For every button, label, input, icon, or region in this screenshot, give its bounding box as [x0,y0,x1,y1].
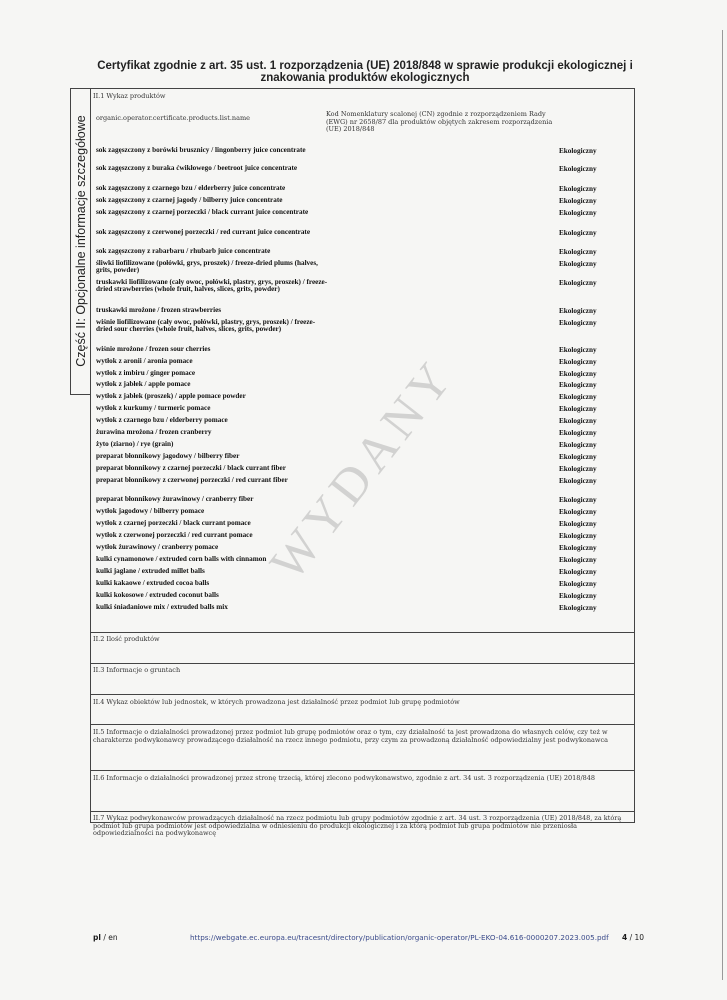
product-status: Ekologiczny [559,592,597,600]
column-name-header: organic.operator.certificate.products.list.name [96,114,251,122]
product-name: wytłok z czerwonej porzeczki / red currant pomace [96,531,253,539]
product-status: Ekologiczny [559,307,597,315]
product-name: kulki cynamonowe / extruded corn balls with cinnamon [96,555,267,563]
product-status: Ekologiczny [559,248,597,256]
product-status: Ekologiczny [559,393,597,401]
product-status: Ekologiczny [559,544,597,552]
product-status: Ekologiczny [559,417,597,425]
product-status: Ekologiczny [559,556,597,564]
product-status: Ekologiczny [559,319,597,327]
product-name: wytłok jagodowy / bilberry pomace [96,507,205,515]
section-ii1-heading: II.1 Wykaz produktów [93,92,166,100]
product-name: wiśnie liofilizowane (cały owoc, połówki, plastry, grys, proszek) / freeze-dried sour cherries (whole fruit, halves, slices, grits, powder) [96,318,316,334]
page-title: Certyfikat zgodnie z art. 35 ust. 1 rozporządzenia (UE) 2018/848 w sprawie produkcji ekologicznej i znakowania produktów ekologicznych [97,60,633,84]
product-status: Ekologiczny [559,370,597,378]
product-status: Ekologiczny [559,405,597,413]
product-name: preparat błonnikowy z czarnej porzeczki / black currant fiber [96,464,286,472]
product-name: preparat błonnikowy z czerwonej porzeczki / red currant fiber [96,476,288,484]
product-name: kulki kakaowe / extruded cocoa balls [96,579,210,587]
product-status: Ekologiczny [559,441,597,449]
lang-other[interactable]: en [108,933,118,942]
product-status: Ekologiczny [559,229,597,237]
product-status: Ekologiczny [559,185,597,193]
product-name: preparat błonnikowy jagodowy / bilberry fiber [96,452,240,460]
product-name: wytłok z jabłek / apple pomace [96,380,191,388]
scan-edge [722,30,723,980]
product-name: sok zagęszczony z borówki brusznicy / lingonberry juice concentrate [96,146,306,154]
product-status: Ekologiczny [559,429,597,437]
product-status: Ekologiczny [559,147,597,155]
product-name: truskawki liofilizowane (cały owoc, połówki, plastry, grys, proszek) / freeze-dried strawberries (whole fruit, halves, slices, grits, powder) [96,278,328,294]
product-name: truskawki mrożone / frozen strawberries [96,306,222,314]
section-ii3: II.3 Informacje o gruntach [93,666,181,674]
product-name: kulki kokosowe / extruded coconut balls [96,591,219,599]
product-status: Ekologiczny [559,453,597,461]
lang-current[interactable]: pl [93,933,101,942]
column-code-header: Kod Nomenklatury scalonej (CN) zgodnie z rozporządzeniem Rady (EWG) nr 2658/87 dla produktów objętych zakresem rozporządzenia (UE) 2018/848 [326,110,553,133]
product-status: Ekologiczny [559,568,597,576]
side-label-band [70,88,90,395]
issued-stamp: WYDANY [258,347,466,591]
page-current: 4 [622,933,628,942]
divider [90,770,635,771]
product-name: śliwki liofilizowane (połówki, grys, proszek) / freeze-dried plums (halves, grits, powder) [96,259,318,275]
product-name: wiśnie mrożone / frozen sour cherries [96,345,211,353]
product-name: wytłok z kurkumy / turmeric pomace [96,404,211,412]
product-status: Ekologiczny [559,477,597,485]
product-status: Ekologiczny [559,197,597,205]
product-name: wytłok z aronii / aronia pomace [96,357,193,365]
product-status: Ekologiczny [559,209,597,217]
product-status: Ekologiczny [559,496,597,504]
product-status: Ekologiczny [559,532,597,540]
product-name: wytłok z jabłek (proszek) / apple pomace powder [96,392,246,400]
product-status: Ekologiczny [559,358,597,366]
side-label: Część II: Opcjonalne informacje szczegółowe [74,115,88,367]
product-name: sok zagęszczony z czarnej porzeczki / black currant juice concentrate [96,208,309,216]
product-status: Ekologiczny [559,346,597,354]
product-name: wytłok żurawinowy / cranberry pomace [96,543,219,551]
product-status: Ekologiczny [559,580,597,588]
product-name: sok zagęszczony z czarnej jagody / bilberry juice concentrate [96,196,283,204]
divider [90,724,635,725]
footer-language: pl / en [93,933,118,942]
section-ii6: II.6 Informacje o działalności prowadzonej przez stronę trzecią, której zlecono podwykonawstwo, zgodnie z art. 34 ust. 3 rozporządzenia (UE) 2018/848 [93,774,596,782]
product-status: Ekologiczny [559,465,597,473]
product-name: żurawina mrożona / frozen cranberry [96,428,212,436]
product-name: żyto (ziarno) / rye (grain) [96,440,174,448]
product-name: sok zagęszczony z czarnego bzu / elderberry juice concentrate [96,184,286,192]
product-status: Ekologiczny [559,604,597,612]
product-name: sok zagęszczony z rabarbaru / rhubarb juice concentrate [96,247,271,255]
section-ii7: II.7 Wykaz podwykonawców prowadzących działalność na rzecz podmiotu lub grupy podmiotów zgodnie z art. 34 ust. 3 rozporządzenia (UE) 2018/848, za którą podmiot lub grupa podmiotów jest odpowiedzialna w odniesieniu do produkcji ekologicznej i za którą podmiot lub grupa podmiotów nie przeniosła odpowiedzialności na podwykonawcę [93,814,622,837]
divider [90,663,635,664]
product-name: kulki śniadaniowe mix / extruded balls mix [96,603,228,611]
product-status: Ekologiczny [559,260,597,268]
product-name: sok zagęszczony z czerwonej porzeczki / red currant juice concentrate [96,228,311,236]
product-status: Ekologiczny [559,381,597,389]
product-status: Ekologiczny [559,520,597,528]
page-total: 10 [634,933,645,942]
product-status: Ekologiczny [559,165,597,173]
section-ii5: II.5 Informacje o działalności prowadzonej przez podmiot lub grupę podmiotów oraz o tym, czy działalność ta jest prowadzona do własnych celów, czy też w charakterze podwykonawcy prowadzącego działalność na rzecz innego podmiotu, przy czym za prowadzoną działalność odpowiedzialny jest podwykonawca [93,728,608,744]
product-name: wytłok z imbiru / ginger pomace [96,369,196,377]
page-number: 4 / 10 [622,933,645,942]
product-status: Ekologiczny [559,279,597,287]
product-name: kulki jaglane / extruded millet balls [96,567,205,575]
divider [90,694,635,695]
section-ii2: II.2 Ilość produktów [93,635,160,643]
product-status: Ekologiczny [559,508,597,516]
product-name: wytłok z czarnego bzu / elderberry pomace [96,416,228,424]
divider [90,632,635,633]
divider [90,811,635,812]
product-name: wytłok z czarnej porzeczki / black currant pomace [96,519,251,527]
product-name: sok zagęszczony z buraka ćwikłowego / beetroot juice concentrate [96,164,298,172]
section-ii4: II.4 Wykaz obiektów lub jednostek, w których prowadzona jest działalność przez podmiot lub grupę podmiotów [93,698,460,706]
product-name: preparat błonnikowy żurawinowy / cranberry fiber [96,495,254,503]
footer-url-link[interactable]: https://webgate.ec.europa.eu/tracesnt/directory/publication/organic-operator/PL-EKO-04.616-0000207.2023.005.pdf [190,933,609,942]
